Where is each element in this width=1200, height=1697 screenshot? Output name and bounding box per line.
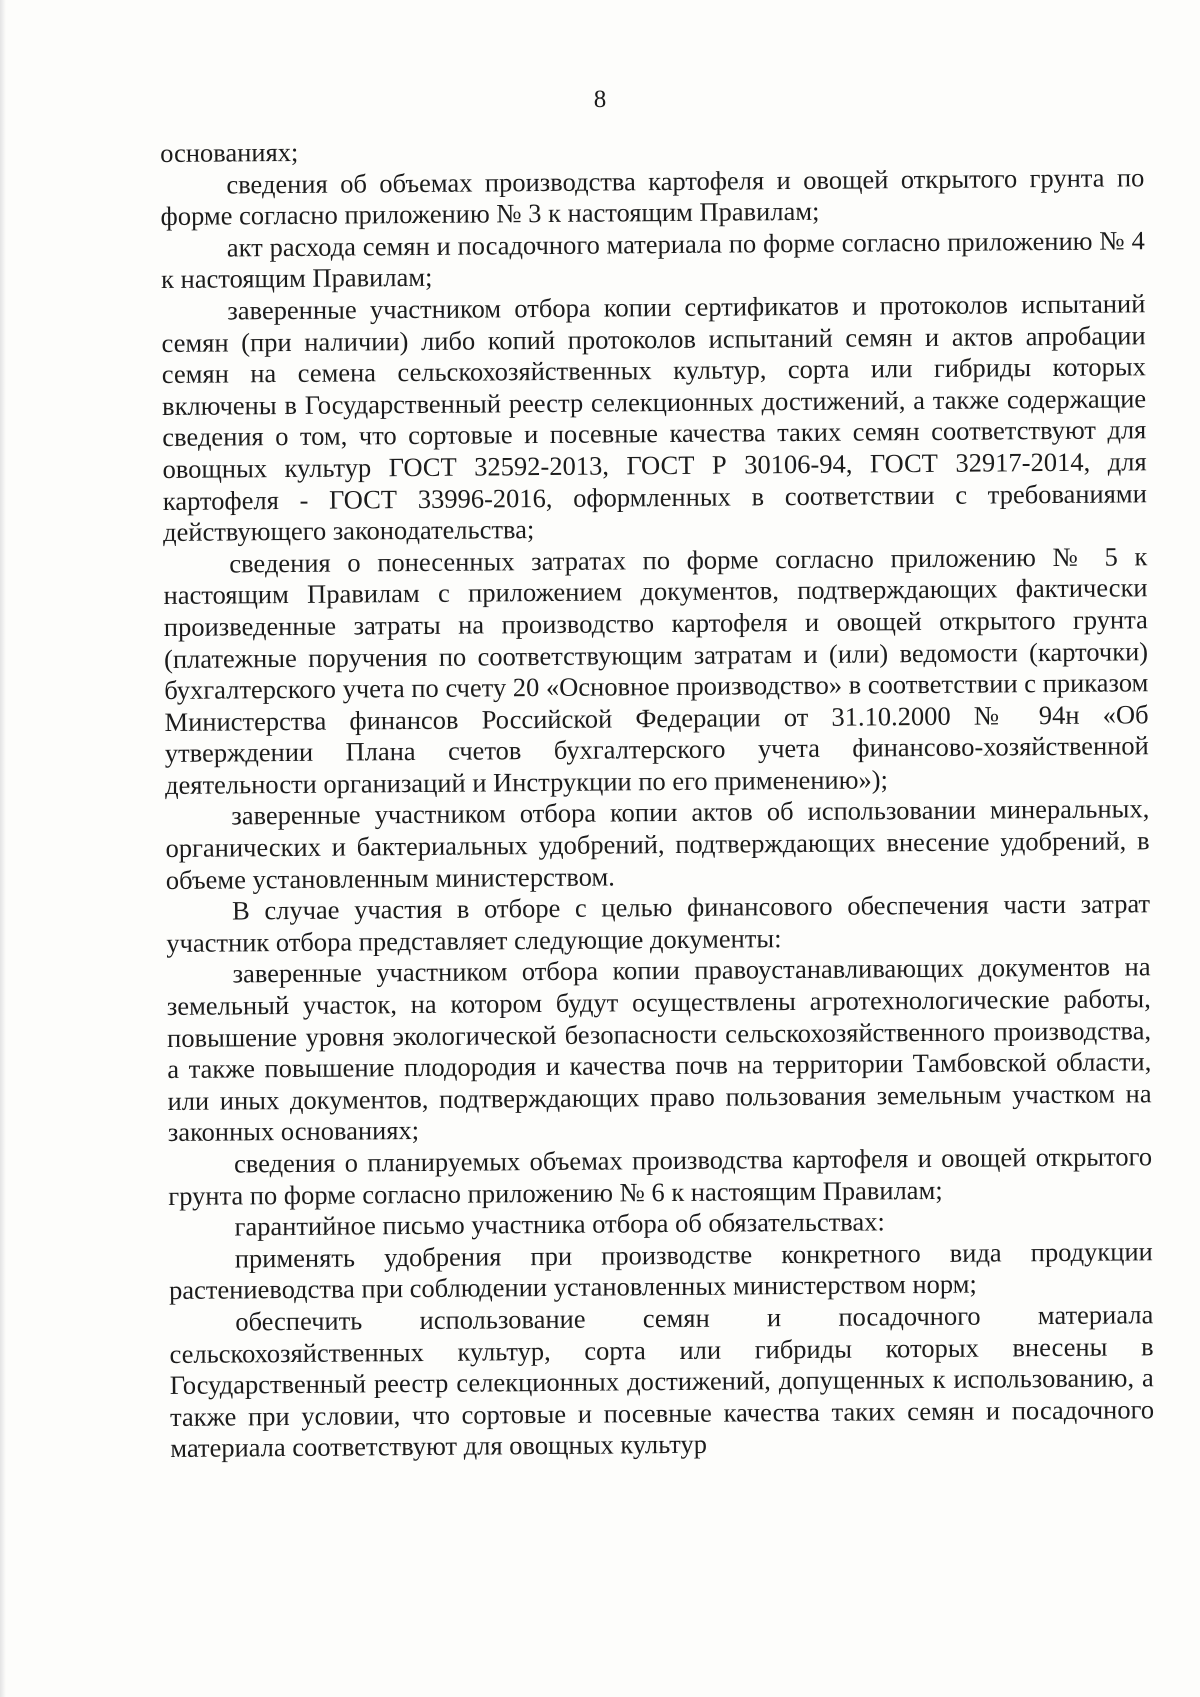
paragraph-production-volumes: сведения об объемах производства картофеля и овощей открытого грунта по форме согласно приложению № 3 к настоящим Правилам;: [160, 161, 1145, 232]
paragraph-costs-incurred: сведения о понесенных затратах по форме согласно приложению № 5 к настоящим Правилам с приложением документов, подтверждающих фактически произведенные затраты на производство картофеля и овощей открытого грунта (платежные поручения по соответствующим затратам и (или) ведомости (карточки) бухгалтерского учета по счету 20 «Основное производство» в соответствии с приказом Министерства финансов Российской Федерации от 31.10.2000 № 94н «Об утверждении Плана счетов бухгалтерского учета финансово-хозяйственной деятельности организаций и Инструкции по его применению»);: [163, 540, 1149, 800]
page-shadow-edge: [0, 0, 6, 1697]
paragraph-continuation: основаниях;: [160, 136, 299, 168]
paragraph-planned-volumes: сведения о планируемых объемах производства картофеля и овощей открытого грунта по форме согласно приложению № 6 к настоящим Правилам;: [168, 1141, 1153, 1211]
paragraph-financial-support-case: В случае участия в отборе с целью финансового обеспечения части затрат участник отбора представляет следующие документы:: [166, 888, 1151, 958]
paragraph-guarantee-letter: гарантийное письмо участника отбора об обязательствах:: [234, 1206, 885, 1242]
page-number: 8: [593, 86, 607, 113]
paragraph-seed-consumption-act: акт расхода семян и посадочного материала по форме согласно приложению № 4 к настоящим Правилам;: [160, 225, 1145, 295]
paragraph-fertilizer-obligation: применять удобрения при производстве конкретного вида продукции растениеводства при соблюдении установленных министерством норм;: [168, 1236, 1153, 1306]
document-body: [160, 130, 1154, 1465]
paragraph-seed-obligation: обеспечить использование семян и посадочного материала сельскохозяйственных культур, сорта или гибриды которых внесены в Государственный реестр селекционных достижений, допущенных к использованию, а также при условии, что сортовые и посевные качества таких семян и посадочного материала соответствуют для овощных культур: [169, 1299, 1155, 1464]
paragraph-certificates: заверенные участником отбора копии сертификатов и протоколов испытаний семян (при наличии) либо копий протоколов испытаний семян и актов апробации семян на семена сельскохозяйственных культур, сорта или гибриды которых включены в Государственный реестр селекционных достижений, а также содержащие сведения о том, что сортовые и посевные качества таких семян соответствуют для овощных культур ГОСТ 32592-2013, ГОСТ Р 30106-94, ГОСТ 32917-2014, для картофеля - ГОСТ 33996-2016, оформленных в соответствии с требованиями действующего законодательства;: [161, 288, 1147, 548]
paragraph-fertilizer-acts: заверенные участником отбора копии актов об использовании минеральных, органических и бактериальных удобрений, подтверждающих внесение удобрений, в объеме установленным министерством.: [165, 793, 1150, 895]
paragraph-land-documents: заверенные участником отбора копии правоустанавливающих документов на земельный участок, на котором будут осуществлены агротехнологические работы, повышение уровня экологической безопасности сельскохозяйственного производства, а также повышение плодородия и качества почв на территории Тамбовской области, или иных документов, подтверждающих право пользования земельным участком на законных основаниях;: [166, 951, 1152, 1148]
